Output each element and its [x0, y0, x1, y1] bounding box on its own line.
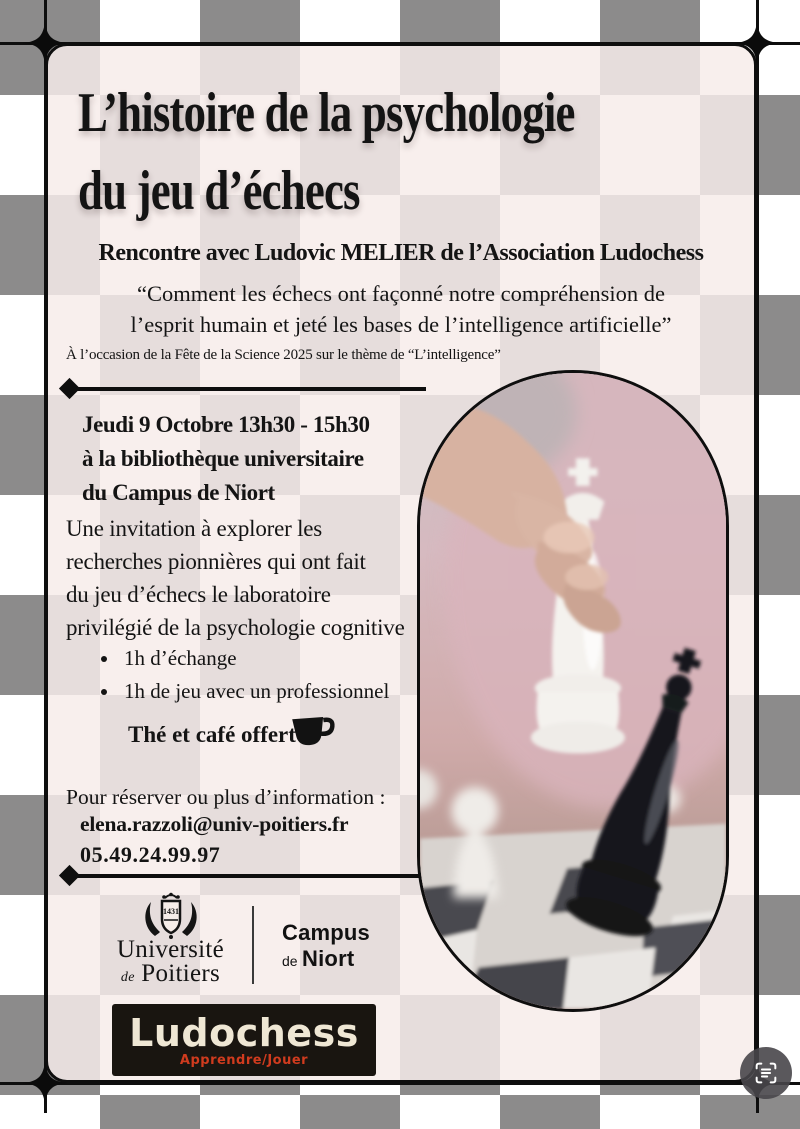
description-line4: privilégié de la psychologie cognitive	[66, 615, 405, 640]
sparkle-icon	[735, 21, 779, 65]
section-rule-top	[70, 387, 426, 391]
page-title	[78, 74, 575, 230]
campus-label: Campus	[282, 920, 370, 945]
chess-photo	[417, 370, 729, 1012]
quote-line1: “Comment les échecs ont façonné notre compréhension de	[137, 281, 665, 306]
coffee-cup-icon	[288, 710, 338, 752]
section-rule-bottom	[70, 874, 426, 878]
university-de: de	[120, 970, 135, 985]
university-wordmark	[88, 938, 253, 990]
list-item: • 1h d’échange	[120, 642, 389, 675]
event-description	[66, 512, 405, 644]
page-title-line2: du jeu d’échecs	[78, 160, 360, 222]
scan-text-button[interactable]	[740, 1047, 792, 1099]
list-item: • 1h de jeu avec un professionnel	[120, 675, 389, 708]
description-line3: du jeu d’échecs le laboratoire	[66, 582, 331, 607]
description-line1: Une invitation à explorer les	[66, 516, 323, 541]
event-line1: Jeudi 9 Octobre 13h30 - 15h30	[82, 412, 370, 437]
campus-niort-logo	[282, 920, 370, 975]
quote	[45, 278, 757, 340]
event-line3: du Campus de Niort	[82, 480, 275, 505]
university-crest-year: 1431	[163, 907, 179, 916]
campus-de: de	[282, 953, 298, 969]
occasion-note: À l’occasion de la Fête de la Science 2025 sur le thème de “L’intelligence”	[66, 347, 501, 363]
university-name-line2	[88, 962, 253, 990]
university-city: Poitiers	[141, 960, 221, 987]
page-title-line1: L’histoire de la psychologie	[78, 82, 575, 144]
sparkle-icon	[23, 21, 67, 65]
logo-divider	[252, 906, 254, 984]
university-name-line1: Université	[116, 936, 225, 963]
coffee-offer-label: Thé et café offert	[128, 722, 296, 747]
ludochess-logo	[112, 1004, 376, 1076]
sparkle-icon	[23, 1061, 67, 1105]
subtitle: Rencontre avec Ludovic MELIER de l’Association Ludochess	[98, 240, 704, 266]
quote-line2: l’esprit humain et jeté les bases de l’intelligence artificielle”	[130, 312, 672, 337]
chess-photo-illustration	[420, 373, 726, 1009]
bullet-list	[98, 642, 389, 708]
campus-city: Niort	[302, 946, 355, 971]
university-crest-icon	[139, 892, 203, 940]
ludochess-tagline: Apprendre/Jouer	[179, 1052, 309, 1068]
campus-city-line	[282, 946, 370, 975]
contact-intro: Pour réserver ou plus d’information :	[66, 785, 386, 809]
event-datetime	[82, 408, 370, 510]
contact-email: elena.razzoli@univ-poitiers.fr	[80, 812, 349, 836]
description-line2: recherches pionnières qui ont fait	[66, 549, 366, 574]
scan-text-icon	[752, 1059, 780, 1087]
contact-phone: 05.49.24.99.97	[80, 842, 221, 867]
event-line2: à la bibliothèque universitaire	[82, 446, 364, 471]
ludochess-name: Ludochess	[129, 1010, 359, 1055]
